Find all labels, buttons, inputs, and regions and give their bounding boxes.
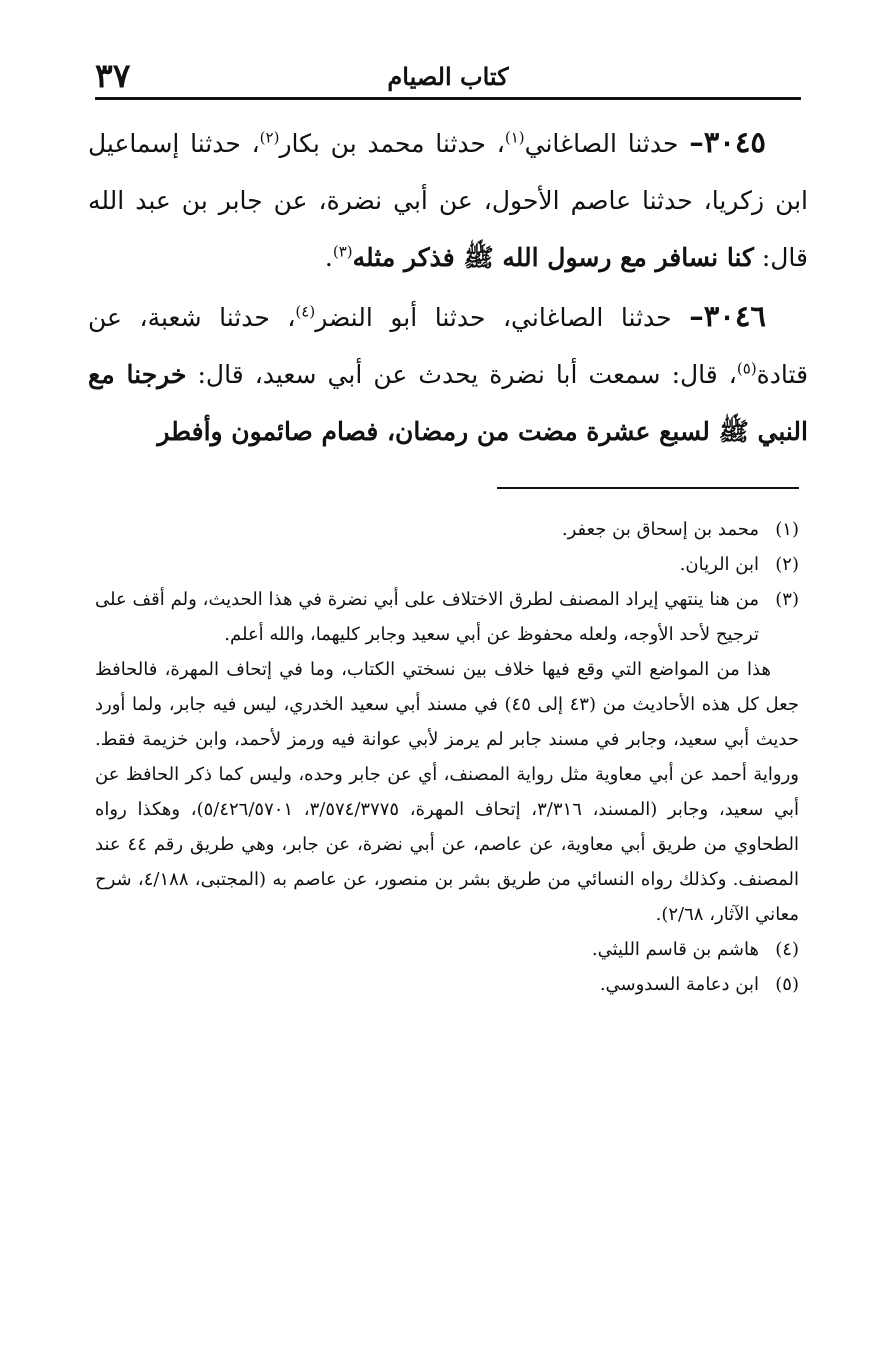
footnote-number: (٢) xyxy=(775,554,799,575)
footnote-number: (٥) xyxy=(775,974,799,995)
hadith-3046 xyxy=(88,288,808,460)
main-text xyxy=(88,114,808,462)
footnote-3 xyxy=(95,582,799,652)
footnote-3-continued xyxy=(95,652,799,932)
hadith-matn: خرجنا مع النبي ﷺ لسبع عشرة مضت من رمضان، فصام صائمون وأفطر xyxy=(88,360,808,446)
hadith-dash: – xyxy=(689,299,704,333)
footnote-number: (٣) xyxy=(775,589,799,610)
hadith-number: ٣٠٤٦ xyxy=(703,299,766,333)
footnote-2 xyxy=(95,547,799,582)
footnote-text: هذا من المواضع التي وقع فيها خلاف بين نسختي الكتاب، وما في إتحاف المهرة، فالحافظ جعل كل هذه الأحاديث من (٤٣ إلى ٤٥) في مسند أبي سعيد الخدري، ليس فيه جابر، ولما أورد حديث أبي سعيد، وجابر في مسند جابر لم يرمز لأبي عوانة فيه ورمز لأحمد، وابن خزيمة فقط. ورواية أحمد عن أبي معاوية مثل رواية المصنف، أي عن جابر وحده، وليس كما ذكر الحافظ عن أبي سعيد، وجابر (المسند، ٣/٣١٦، إتحاف المهرة، ٣/٥٧٤/٣٧٧٥، ٥/٤٢٦/٥٧٠١)، وهكذا رواه الطحاوي من طريق أبي معاوية، عن عاصم، عن أبي نضرة، عن جابر، وهي طريق رقم ٤٤ عند المصنف. وكذلك رواه النسائي من طريق بشر بن منصور، عن عاصم به (المجتبى، ٤/١٨٨، شرح معاني الآثار، ٢/٦٨). xyxy=(95,659,800,925)
footnote-number: (٤) xyxy=(775,939,799,960)
isnad-text: ، حدثنا شعبة، عن قتادة xyxy=(88,303,809,389)
footnote-ref: (٤) xyxy=(295,302,316,321)
footnote-ref: (٣) xyxy=(332,242,353,261)
hadith-3045 xyxy=(88,114,808,286)
footnotes xyxy=(95,512,799,1002)
isnad-text: ، قال: سمعت أبا نضرة يحدث عن أبي سعيد، قال: xyxy=(186,360,737,389)
running-header xyxy=(95,56,801,100)
footnote-text: ابن دعامة السدوسي. xyxy=(599,974,759,995)
header-rule xyxy=(95,97,801,100)
isnad-text: ، حدثنا إسماعيل ابن زكريا، حدثنا عاصم الأحول، عن أبي نضرة، عن جابر بن عبد الله قال: xyxy=(88,129,808,272)
footnote-ref: (٥) xyxy=(736,359,757,378)
footnote-4 xyxy=(95,932,799,967)
isnad-text: حدثنا الصاغاني، حدثنا أبو النضر xyxy=(315,303,690,332)
footnote-ref: (١) xyxy=(504,128,525,147)
footnote-separator xyxy=(497,487,799,489)
footnote-1 xyxy=(95,512,799,547)
footnote-text: هاشم بن قاسم الليثي. xyxy=(591,939,759,960)
footnote-text: ابن الريان. xyxy=(679,554,759,575)
footnote-text: من هنا ينتهي إيراد المصنف لطرق الاختلاف على أبي نضرة في هذا الحديث، ولم أقف على ترجيح لأحد الأوجه، ولعله محفوظ عن أبي سعيد وجابر كليهما، والله أعلم. xyxy=(95,589,759,645)
footnote-text: محمد بن إسحاق بن جعفر. xyxy=(561,519,759,540)
footnote-number: (١) xyxy=(775,519,799,540)
hadith-matn: كنا نسافر مع رسول الله ﷺ فذكر مثله xyxy=(352,243,754,272)
hadith-dash: – xyxy=(689,125,704,159)
period: . xyxy=(324,243,333,272)
isnad-text: حدثنا الصاغاني xyxy=(524,129,690,158)
isnad-text: ، حدثنا محمد بن بكار xyxy=(279,129,505,158)
page-number: ٣٧ xyxy=(95,56,131,95)
hadith-number: ٣٠٤٥ xyxy=(703,125,766,159)
footnote-5 xyxy=(95,967,799,1002)
chapter-title: كتاب الصيام xyxy=(387,62,509,91)
footnote-ref: (٢) xyxy=(259,128,280,147)
